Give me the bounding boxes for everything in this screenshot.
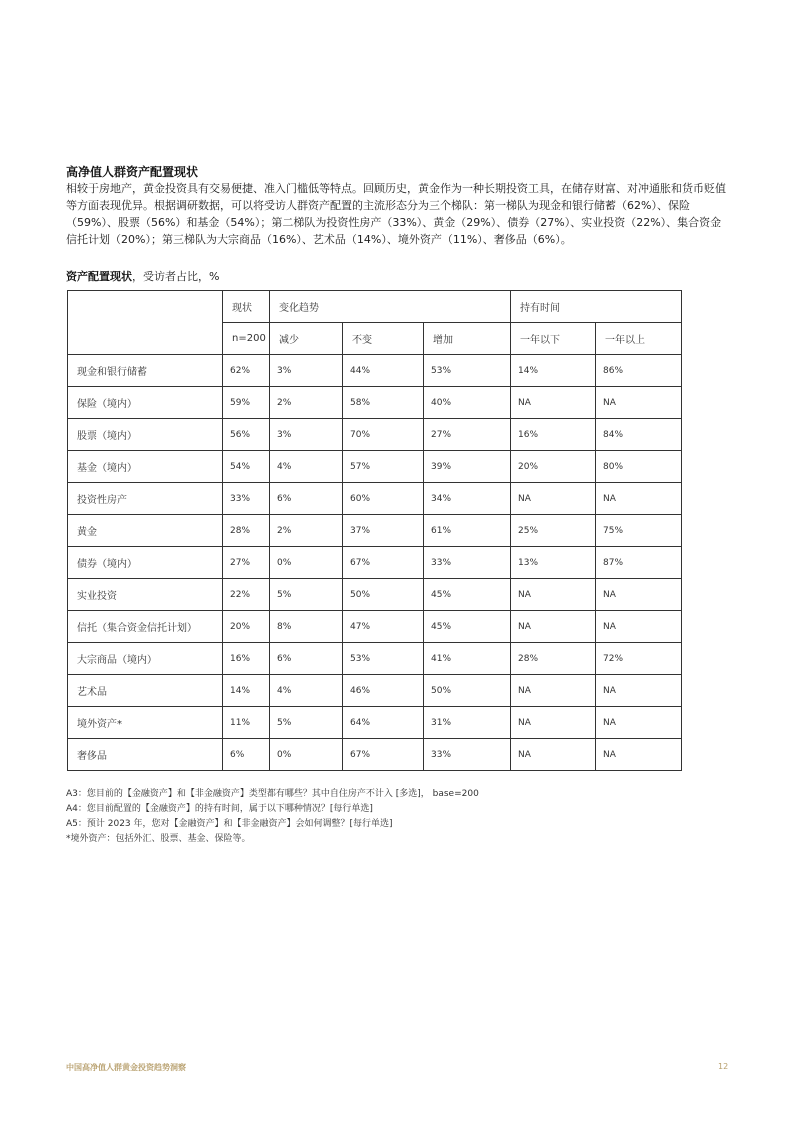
table-cell: NA <box>511 611 596 643</box>
intro-paragraph: 相较于房地产，黄金投资具有交易便捷、准入门槛低等特点。回顾历史，黄金作为一种长期投资工具，在储存财富、对冲通胀和货币贬值等方面表现优异。根据调研数据，可以将受访人群资产配置的主流形态分为三个梯队：第一梯队为现金和银行储蓄（62%）、保险（59%）、股票（56%）和基金（54%）；第二梯队为投资性房产（33%）、黄金（29%）、债券（27%）、实业投资（22%）、集合资金信托计划（20%）；第三梯队为大宗商品（16%）、艺术品（14%）、境外资产（11%）、奢侈品（6%）。 <box>66 182 726 246</box>
table-cell: 87% <box>596 547 682 579</box>
table-cell: 11% <box>223 707 270 739</box>
table-cell: 28% <box>223 515 270 547</box>
subheader-over-one-year: 一年以上 <box>596 323 682 355</box>
note-a5: A5：预计 2023 年，您对【金融资产】和【非金融资产】会如何调整？[每行单选] <box>66 819 393 829</box>
table-cell: 64% <box>343 707 424 739</box>
table-row <box>68 547 682 579</box>
table-cell: 67% <box>343 547 424 579</box>
table-cell: 27% <box>424 419 511 451</box>
header-holding: 持有时间 <box>511 291 682 323</box>
table-cell: 27% <box>223 547 270 579</box>
table-cell: 22% <box>223 579 270 611</box>
table-cell: 60% <box>343 483 424 515</box>
table-cell: NA <box>511 707 596 739</box>
row-label: 现金和银行储蓄 <box>68 355 223 387</box>
table-cell: 3% <box>270 355 343 387</box>
table-cell: NA <box>596 579 682 611</box>
table-cell: 5% <box>270 579 343 611</box>
table-cell: 37% <box>343 515 424 547</box>
note-a4: A4：您目前配置的【金融资产】的持有时间，属于以下哪种情况？[每行单选] <box>66 804 373 814</box>
note-overseas-assets: *境外资产：包括外汇、股票、基金、保险等。 <box>66 834 251 844</box>
table-header-row <box>68 291 682 323</box>
row-label: 艺术品 <box>68 675 223 707</box>
table-cell: 84% <box>596 419 682 451</box>
row-label: 境外资产* <box>68 707 223 739</box>
table-cell: 58% <box>343 387 424 419</box>
asset-allocation-table <box>67 290 682 771</box>
row-label: 奢侈品 <box>68 739 223 771</box>
row-label: 保险（境内） <box>68 387 223 419</box>
table-cell: NA <box>596 707 682 739</box>
table-cell: 6% <box>270 643 343 675</box>
row-label: 投资性房产 <box>68 483 223 515</box>
table-cell: 50% <box>343 579 424 611</box>
table-cell: 45% <box>424 579 511 611</box>
table-cell: 20% <box>511 451 596 483</box>
header-status: 现状 <box>223 291 270 323</box>
footer-page-number: 12 <box>718 1062 729 1071</box>
table-cell: 50% <box>424 675 511 707</box>
row-label: 实业投资 <box>68 579 223 611</box>
row-label: 债券（境内） <box>68 547 223 579</box>
table-cell: NA <box>596 739 682 771</box>
table-cell: 59% <box>223 387 270 419</box>
table-cell: NA <box>511 483 596 515</box>
table-cell: 57% <box>343 451 424 483</box>
table-cell: NA <box>596 675 682 707</box>
table-caption-bold: 资产配置现状 <box>66 270 132 283</box>
table-cell: 86% <box>596 355 682 387</box>
row-label: 黄金 <box>68 515 223 547</box>
row-label: 信托（集合资金信托计划） <box>68 611 223 643</box>
table-cell: 61% <box>424 515 511 547</box>
table-cell: 67% <box>343 739 424 771</box>
table-cell: NA <box>511 579 596 611</box>
table-cell: NA <box>511 739 596 771</box>
table-cell: 41% <box>424 643 511 675</box>
table-cell: 31% <box>424 707 511 739</box>
row-label: 基金（境内） <box>68 451 223 483</box>
subheader-sample-size: n=200 <box>223 323 270 355</box>
table-cell: NA <box>596 483 682 515</box>
table-cell: 45% <box>424 611 511 643</box>
table-cell: 40% <box>424 387 511 419</box>
table-cell: NA <box>511 387 596 419</box>
table-cell: NA <box>511 675 596 707</box>
table-cell: 33% <box>424 547 511 579</box>
row-label: 大宗商品（境内） <box>68 643 223 675</box>
table-row <box>68 355 682 387</box>
header-trend: 变化趋势 <box>270 291 511 323</box>
table-cell: 14% <box>511 355 596 387</box>
table-row <box>68 739 682 771</box>
table-cell: 47% <box>343 611 424 643</box>
subheader-unchanged: 不变 <box>343 323 424 355</box>
table-cell: 33% <box>424 739 511 771</box>
table-cell: 3% <box>270 419 343 451</box>
footer-report-title: 中国高净值人群黄金投资趋势洞察 <box>66 1063 186 1072</box>
table-cell: 46% <box>343 675 424 707</box>
table-row <box>68 611 682 643</box>
table-cell: 72% <box>596 643 682 675</box>
table-cell: 8% <box>270 611 343 643</box>
table-cell: 13% <box>511 547 596 579</box>
table-notes <box>66 787 479 847</box>
table-cell: 2% <box>270 515 343 547</box>
table-cell: 16% <box>223 643 270 675</box>
table-cell: 53% <box>424 355 511 387</box>
table-cell: 4% <box>270 675 343 707</box>
table-cell: 28% <box>511 643 596 675</box>
row-label: 股票（境内） <box>68 419 223 451</box>
table-row <box>68 387 682 419</box>
section-title: 高净值人群资产配置现状 <box>66 165 199 179</box>
table-cell: 2% <box>270 387 343 419</box>
table-cell: 6% <box>270 483 343 515</box>
table-row <box>68 643 682 675</box>
table-cell: 25% <box>511 515 596 547</box>
table-cell: 5% <box>270 707 343 739</box>
table-cell: NA <box>596 387 682 419</box>
table-row <box>68 483 682 515</box>
table-cell: 54% <box>223 451 270 483</box>
table-cell: 39% <box>424 451 511 483</box>
subheader-decrease: 减少 <box>270 323 343 355</box>
table-corner-cell <box>68 291 223 355</box>
table-row <box>68 515 682 547</box>
table-cell: 44% <box>343 355 424 387</box>
table-cell: 62% <box>223 355 270 387</box>
table-cell: 0% <box>270 547 343 579</box>
table-cell: 16% <box>511 419 596 451</box>
subheader-increase: 增加 <box>424 323 511 355</box>
table-cell: 75% <box>596 515 682 547</box>
table-cell: NA <box>596 611 682 643</box>
table-row <box>68 675 682 707</box>
table-cell: 70% <box>343 419 424 451</box>
table-cell: 53% <box>343 643 424 675</box>
table-cell: 33% <box>223 483 270 515</box>
table-cell: 56% <box>223 419 270 451</box>
table-row <box>68 707 682 739</box>
note-a3: A3：您目前的【金融资产】和【非金融资产】类型都有哪些？其中自住房产不计入 [多选]， base=200 <box>66 789 479 799</box>
table-cell: 4% <box>270 451 343 483</box>
table-cell: 20% <box>223 611 270 643</box>
subheader-under-one-year: 一年以下 <box>511 323 596 355</box>
table-caption-rest: ，受访者占比，% <box>132 270 220 283</box>
table-cell: 14% <box>223 675 270 707</box>
table-cell: 6% <box>223 739 270 771</box>
table-cell: 34% <box>424 483 511 515</box>
table-row <box>68 419 682 451</box>
table-caption <box>66 268 219 284</box>
table-row <box>68 579 682 611</box>
table-cell: 0% <box>270 739 343 771</box>
table-cell: 80% <box>596 451 682 483</box>
table-row <box>68 451 682 483</box>
